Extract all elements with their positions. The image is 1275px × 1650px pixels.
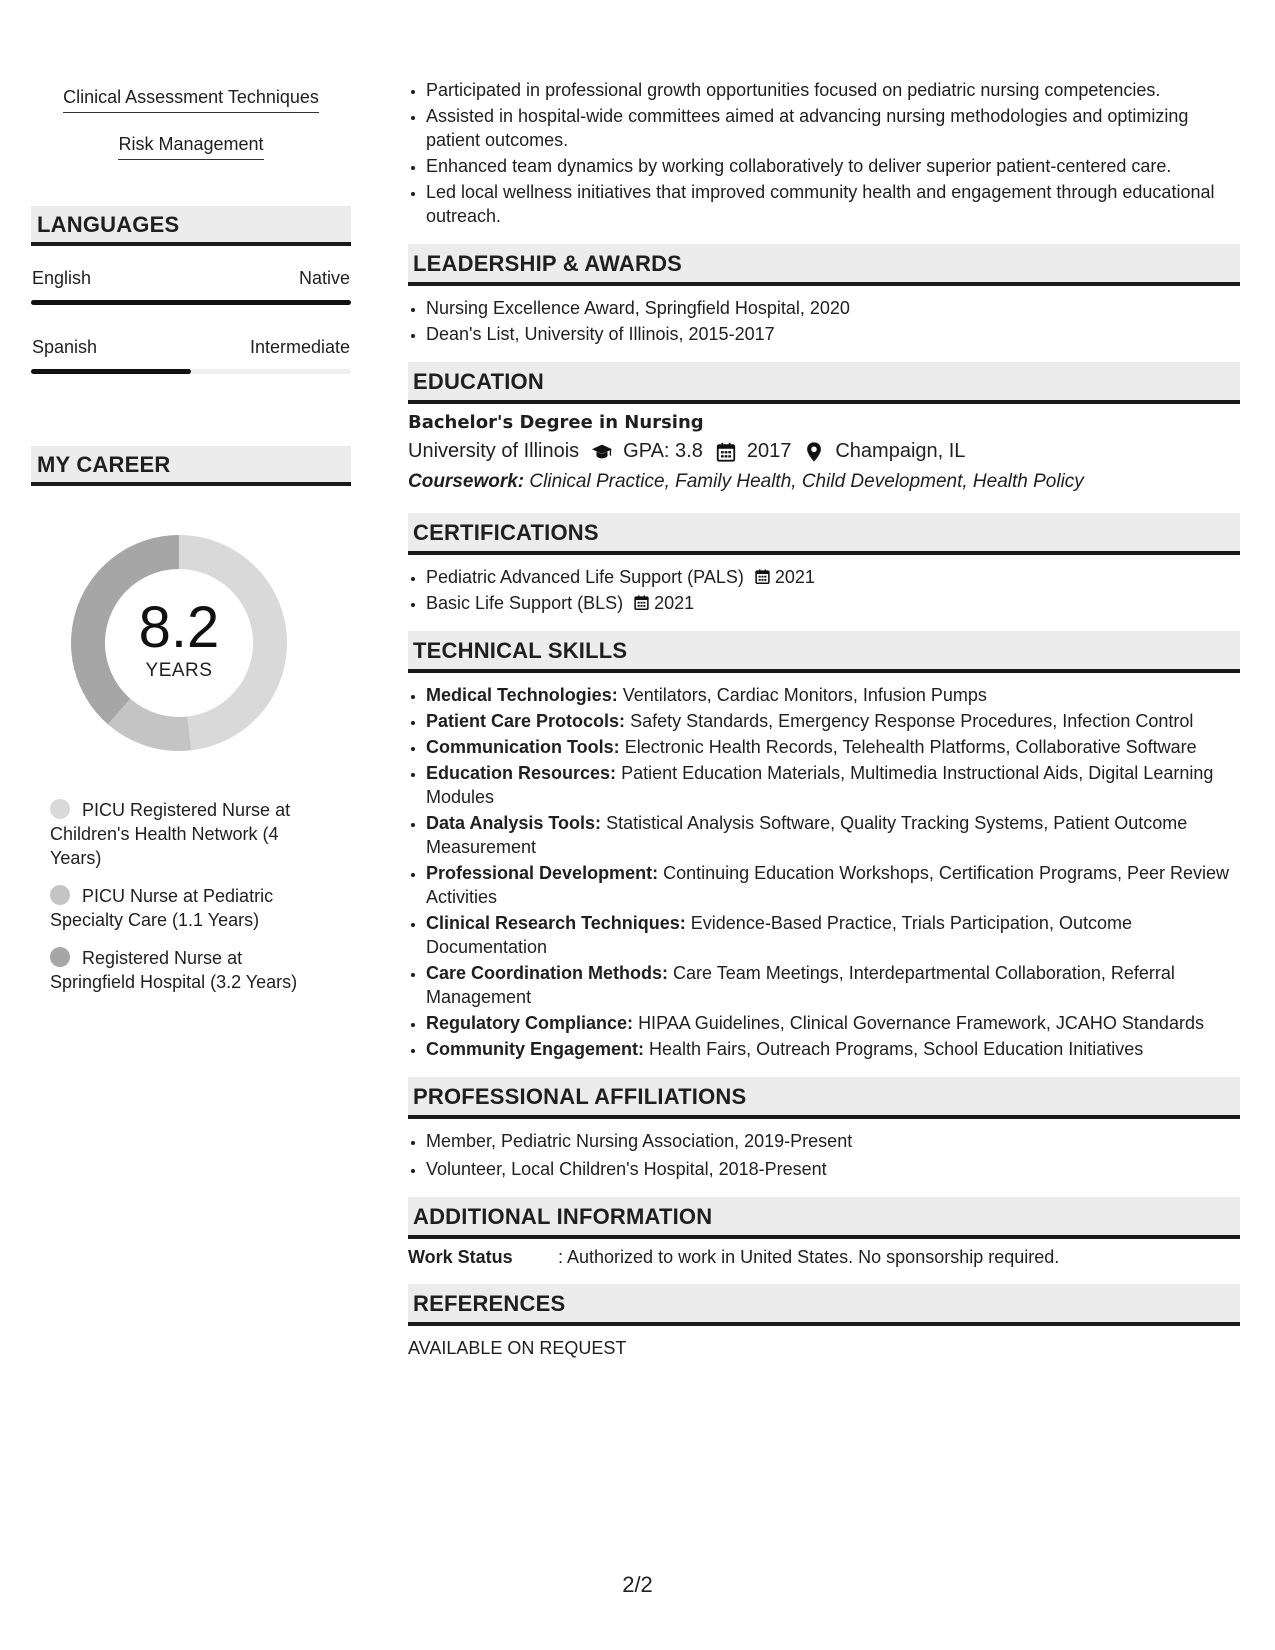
references-section: [408, 1284, 1240, 1359]
education-section: [408, 362, 1240, 493]
affiliations-section: [408, 1077, 1240, 1181]
technical-skill-label: Care Coordination Methods:: [426, 963, 668, 983]
technical-skill-text: Health Fairs, Outreach Programs, School Education Initiatives: [649, 1039, 1144, 1059]
experience-bullet: • Led local wellness initiatives that improved community health and engagement through educational outreach.: [426, 180, 1240, 228]
sidebar: [31, 82, 351, 1008]
affiliations-list: [408, 1129, 1240, 1181]
language-item: [31, 268, 351, 305]
technical-skills-section: [408, 631, 1240, 1061]
technical-skill-item: [426, 761, 1240, 809]
technical-skill-label: Professional Development:: [426, 863, 659, 883]
list-item: • Dean's List, University of Illinois, 2015-2017: [426, 322, 1240, 346]
career-legend-text: PICU Registered Nurse at Children's Health Network (4 Years): [50, 800, 291, 868]
info-value: : Authorized to work in United States. No sponsorship required.: [558, 1247, 1060, 1267]
technical-skill-label: Education Resources:: [426, 763, 617, 783]
technical-skill-item: [426, 709, 1240, 733]
section-heading: ADDITIONAL INFORMATION: [408, 1197, 1240, 1239]
section-heading: REFERENCES: [408, 1284, 1240, 1326]
experience-bullet: • Assisted in hospital-wide committees aimed at advancing nursing methodologies and optimizing patient outcomes.: [426, 104, 1240, 152]
career-legend-item: [50, 884, 320, 932]
technical-skill-text: HIPAA Guidelines, Clinical Governance Framework, JCAHO Standards: [638, 1013, 1204, 1033]
language-level: Intermediate: [249, 337, 350, 357]
certifications-list: [408, 565, 1240, 615]
leadership-list: [408, 296, 1240, 346]
graduation-cap-icon: [591, 441, 613, 463]
coursework-text: Clinical Practice, Family Health, Child Development, Health Policy: [529, 471, 1084, 492]
legend-dot-icon: [50, 885, 70, 905]
references-text: AVAILABLE ON REQUEST: [408, 1338, 627, 1358]
leadership-section: [408, 244, 1240, 346]
certifications-section: [408, 513, 1240, 615]
language-level: Native: [298, 268, 350, 288]
section-heading: TECHNICAL SKILLS: [408, 631, 1240, 673]
technical-skill-item: [426, 861, 1240, 909]
page-number: 2/2: [622, 1572, 653, 1597]
legend-dot-icon: [50, 799, 70, 819]
career-legend-item: [50, 946, 320, 994]
language-bar: [31, 369, 351, 374]
section-heading: LEADERSHIP & AWARDS: [408, 244, 1240, 286]
language-item: [31, 337, 351, 374]
technical-skill-label: Data Analysis Tools:: [426, 813, 602, 833]
info-key: Work Status: [408, 1247, 513, 1267]
language-name: Spanish: [32, 337, 98, 357]
technical-skill-item: [426, 735, 1240, 759]
experience-bullet: • Participated in professional growth opportunities focused on pediatric nursing competencies.: [426, 78, 1240, 102]
technical-skill-label: Communication Tools:: [426, 737, 620, 757]
section-heading: PROFESSIONAL AFFILIATIONS: [408, 1077, 1240, 1119]
coursework-label: Coursework:: [408, 471, 525, 492]
language-name: English: [32, 268, 92, 288]
technical-skill-item: [426, 961, 1240, 1009]
certification-year: 2021: [654, 593, 695, 613]
career-total-value: 8.2: [138, 595, 220, 660]
technical-skill-text: Patient Education Materials, Multimedia Instructional Aids, Digital Learning Modules: [426, 763, 1214, 807]
technical-skill-text: Evidence-Based Practice, Trials Participation, Outcome Documentation: [426, 913, 1132, 957]
technical-skill-item: [426, 811, 1240, 859]
location-pin-icon: [803, 441, 825, 463]
section-heading: EDUCATION: [408, 362, 1240, 404]
education-degree: Bachelor's Degree in Nursing: [408, 412, 704, 433]
technical-skill-item: [426, 1037, 1240, 1061]
career-donut-chart: [64, 528, 294, 758]
certification-name: Basic Life Support (BLS): [426, 593, 624, 613]
calendar-icon: [754, 568, 771, 585]
certification-item: [426, 565, 1240, 589]
experience-bullets: [408, 78, 1240, 228]
technical-skill-text: Continuing Education Workshops, Certification Programs, Peer Review Activities: [426, 863, 1230, 907]
career-legend-text: PICU Nurse at Pediatric Specialty Care (1.1 Years): [50, 886, 274, 930]
technical-skill-text: Electronic Health Records, Telehealth Platforms, Collaborative Software: [624, 737, 1197, 757]
education-year: 2017: [746, 440, 792, 462]
education-school: University of Illinois: [408, 440, 580, 462]
technical-skills-list: [408, 683, 1240, 1061]
career-legend-text: Registered Nurse at Springfield Hospital (3.2 Years): [50, 948, 298, 992]
career-legend-item: [50, 798, 320, 870]
skill-tags: [31, 82, 351, 176]
technical-skill-item: [426, 683, 1240, 707]
additional-info-section: [408, 1197, 1240, 1268]
calendar-icon: [715, 441, 737, 463]
list-item: • Nursing Excellence Award, Springfield Hospital, 2020: [426, 296, 1240, 320]
main-content: [408, 78, 1240, 1359]
list-item: • Volunteer, Local Children's Hospital, 2018-Present: [426, 1157, 1240, 1181]
technical-skill-text: Statistical Analysis Software, Quality Tracking Systems, Patient Outcome Measurement: [426, 813, 1188, 857]
list-item: • Member, Pediatric Nursing Association, 2019-Present: [426, 1129, 1240, 1153]
technical-skill-text: Ventilators, Cardiac Monitors, Infusion Pumps: [622, 685, 987, 705]
skill-tag: Risk Management: [118, 134, 263, 160]
language-bar: [31, 300, 351, 305]
legend-dot-icon: [50, 947, 70, 967]
languages-heading: LANGUAGES: [31, 206, 351, 246]
info-row: [408, 1247, 1240, 1268]
technical-skill-item: [426, 1011, 1240, 1035]
calendar-icon: [633, 594, 650, 611]
section-heading: CERTIFICATIONS: [408, 513, 1240, 555]
technical-skill-item: [426, 911, 1240, 959]
technical-skill-label: Regulatory Compliance:: [426, 1013, 634, 1033]
career-total-unit: YEARS: [145, 660, 213, 681]
technical-skill-label: Medical Technologies:: [426, 685, 618, 705]
technical-skill-label: Community Engagement:: [426, 1039, 645, 1059]
certification-item: [426, 591, 1240, 615]
education-gpa: GPA: 3.8: [623, 440, 703, 462]
education-details: [408, 440, 1240, 463]
certification-name: Pediatric Advanced Life Support (PALS): [426, 567, 744, 587]
certification-year: 2021: [774, 567, 815, 587]
language-bar-fill: [31, 300, 351, 305]
technical-skill-label: Patient Care Protocols:: [426, 711, 626, 731]
education-location: Champaign, IL: [835, 440, 966, 462]
technical-skill-label: Clinical Research Techniques:: [426, 913, 686, 933]
skill-tag: Clinical Assessment Techniques: [63, 87, 319, 113]
experience-bullet: • Enhanced team dynamics by working collaboratively to deliver superior patient-centered care.: [426, 154, 1240, 178]
language-bar-fill: [31, 369, 191, 374]
career-legend: [50, 798, 320, 994]
education-coursework: [408, 471, 1240, 493]
technical-skill-text: Safety Standards, Emergency Response Procedures, Infection Control: [630, 711, 1194, 731]
technical-skill-text: Care Team Meetings, Interdepartmental Collaboration, Referral Management: [426, 963, 1175, 1007]
career-heading: MY CAREER: [31, 446, 351, 486]
